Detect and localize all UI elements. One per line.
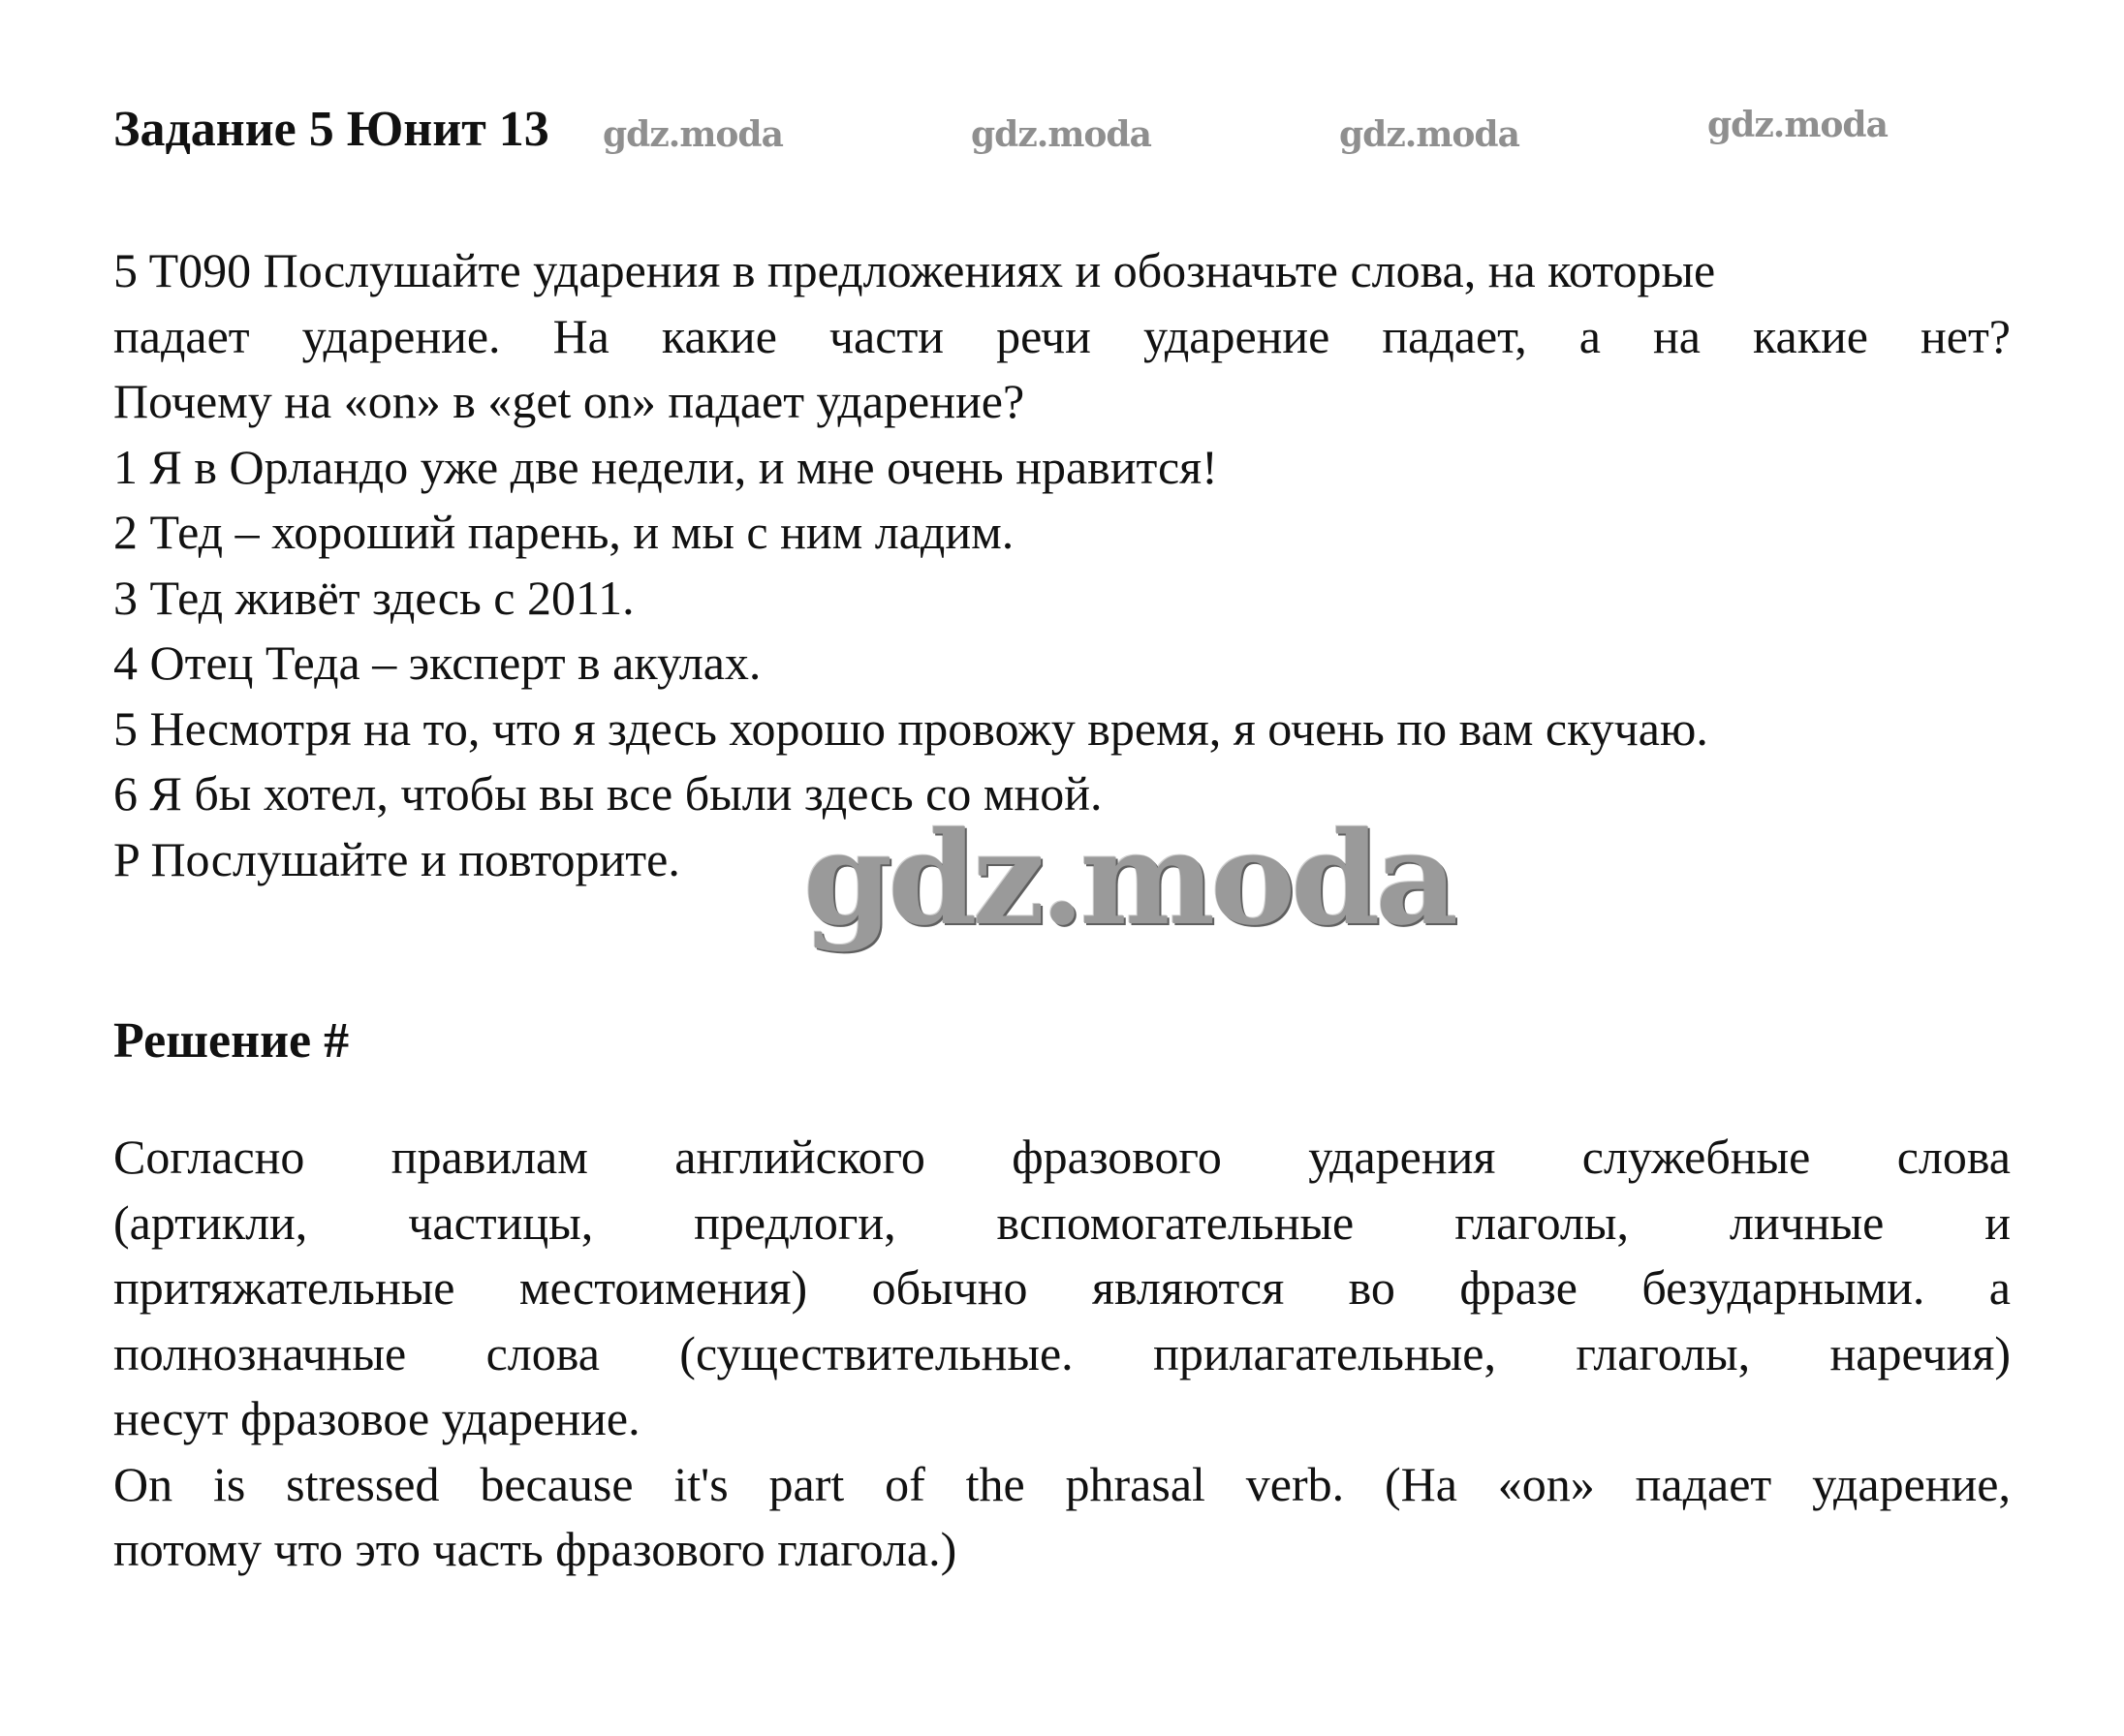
task-sentence: 2 Тед – хороший парень, и мы с ним ладим. [113,505,1015,559]
task-text [113,238,2011,892]
task-sentence: P Послушайте и повторите. [113,831,680,886]
task-intro-line: падает ударение. На какие части речи ударение падает, а на какие нет? [113,308,2011,363]
solution-line: притяжательные местоимения) обычно являются во фразе безударными. а [113,1260,2011,1315]
watermark-large: gdz.moda [803,804,1454,954]
task-sentence: 4 Отец Теда – эксперт в акулах. [113,636,762,690]
watermark-small: gdz.moda [603,114,783,155]
solution-line: несут фразовое ударение. [113,1391,640,1445]
solution-line: On is stressed because it's part of the phrasal verb. (На «on» падает ударение, [113,1456,2011,1511]
solution-line: (артикли, частицы, предлоги, вспомогательные глаголы, личные и [113,1194,2011,1250]
document-page [113,0,2011,1736]
task-intro-line: 5 T090 Послушайте ударения в предложениях и обозначьте слова, на которые [113,243,1716,297]
watermark-small: gdz.moda [1707,105,1888,145]
solution-line: потому что это часть фразового глагола.) [113,1522,957,1576]
task-sentence: 5 Несмотря на то, что я здесь хорошо провожу время, я очень по вам скучаю. [113,700,1708,756]
task-sentence: 1 Я в Орландо уже две недели, и мне очень нравится! [113,439,1218,494]
solution-heading: Решение # [113,1013,350,1069]
task-sentence: 6 Я бы хотел, чтобы вы все были здесь со мной. [113,766,1103,821]
solution-line: полнозначные слова (существительные. прилагательные, глаголы, наречия) [113,1325,2011,1380]
page-title: Задание 5 Юнит 13 [113,102,549,157]
solution-text [113,1125,2011,1583]
solution-line: Согласно правилам английского фразового ударения служебные слова [113,1130,2011,1184]
task-sentence: 3 Тед живёт здесь с 2011. [113,570,635,625]
task-intro-line: Почему на «on» в «get on» падает ударение? [113,374,1025,428]
watermark-small: gdz.moda [1339,114,1519,155]
watermark-small: gdz.moda [971,114,1151,155]
